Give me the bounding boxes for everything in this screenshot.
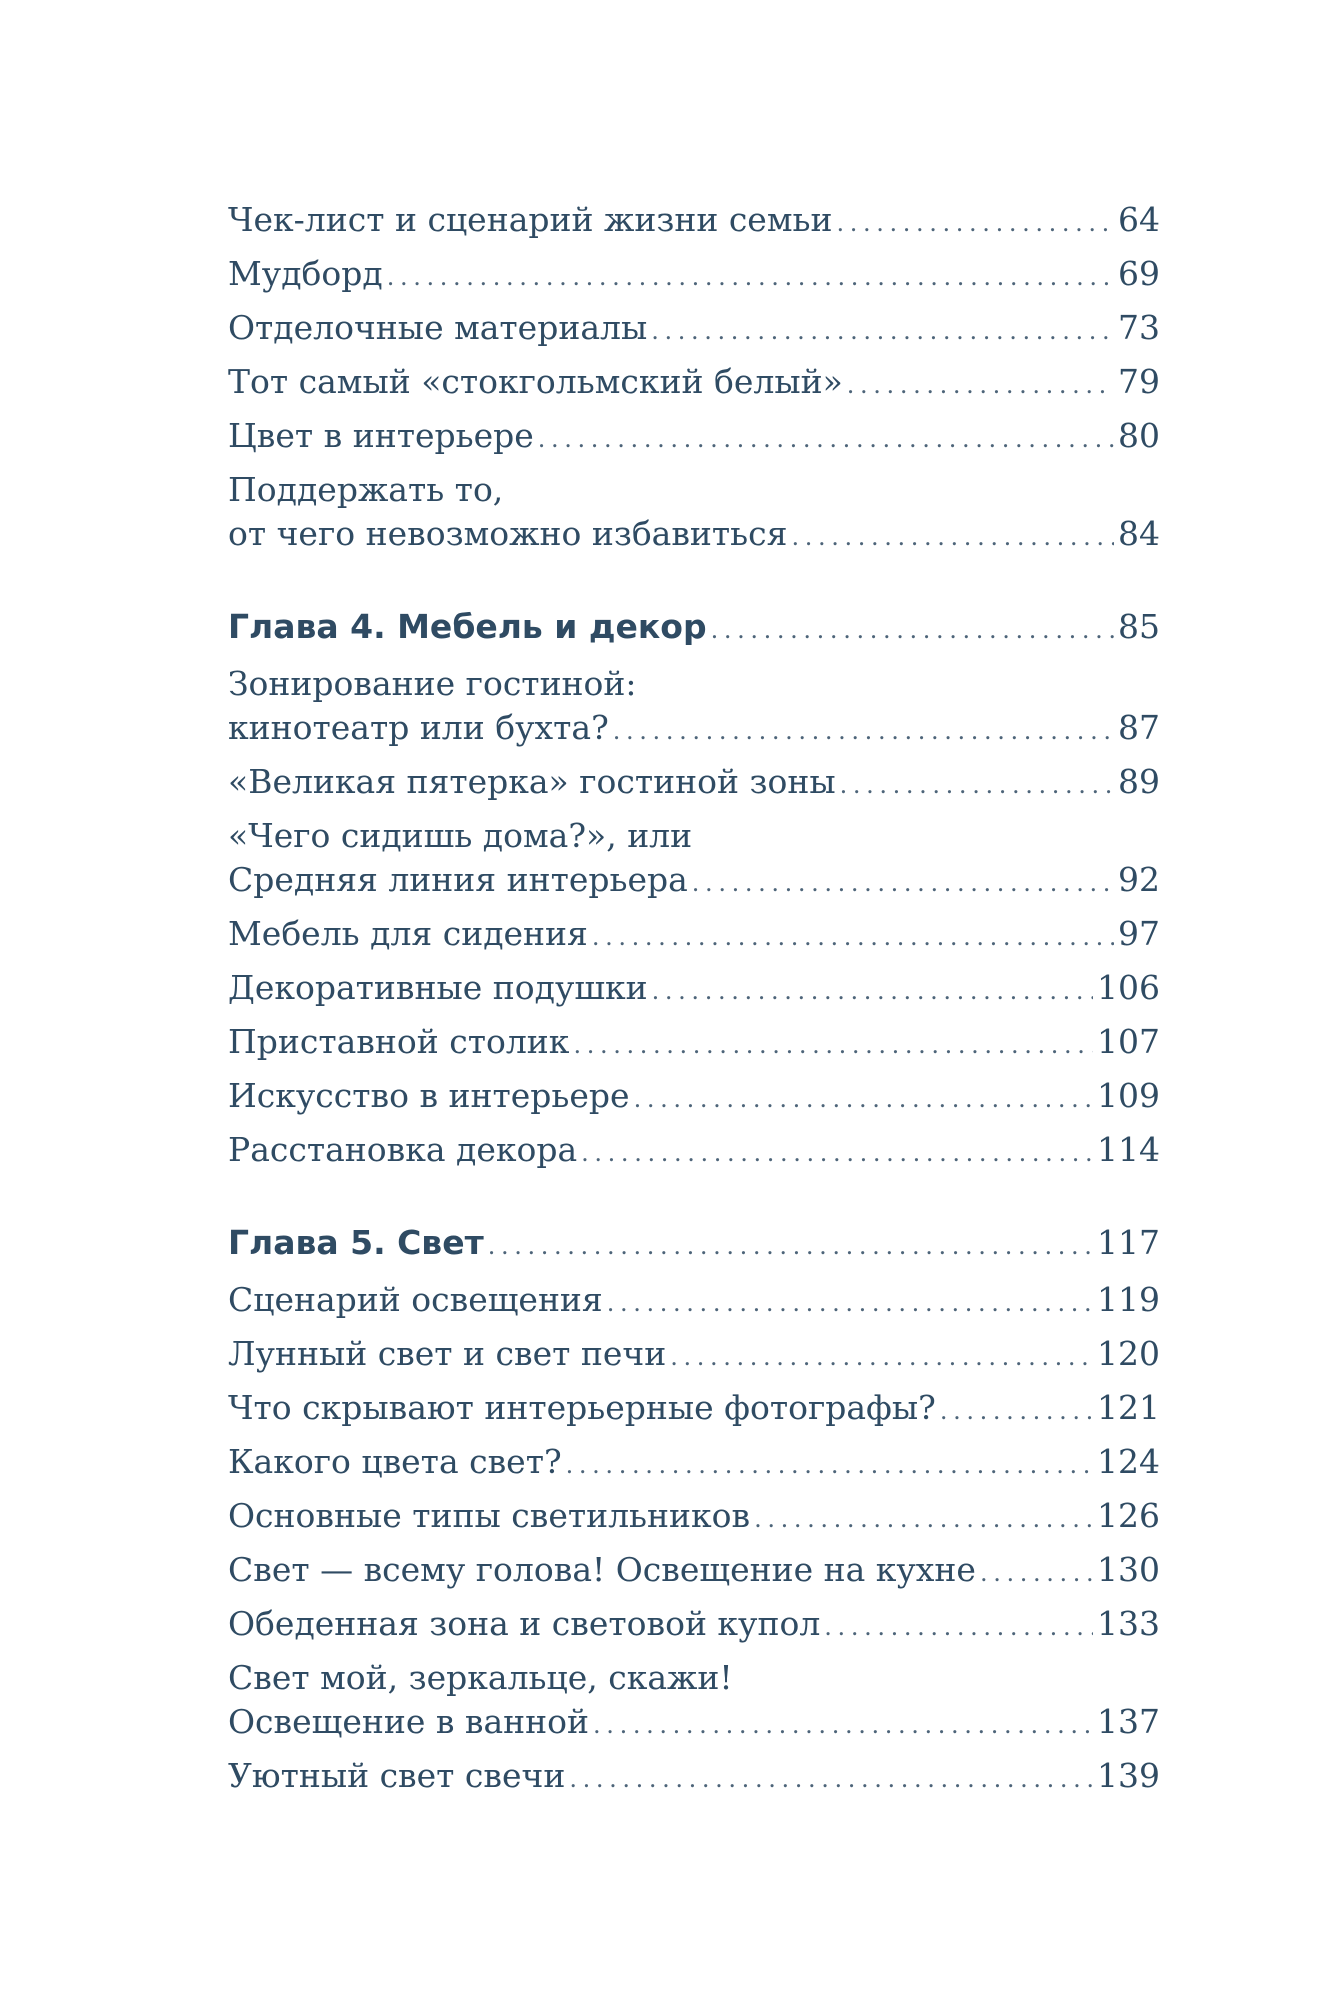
page-number: 109	[1097, 1076, 1160, 1115]
toc-entry[interactable]	[228, 1278, 1160, 1325]
toc-entry-row	[228, 252, 1160, 299]
toc-entry-title: Освещение в ванной	[228, 1702, 590, 1741]
toc-entry[interactable]	[228, 468, 1160, 559]
toc-entry-row	[228, 1602, 1160, 1649]
toc-entry-title: Сценарий освещения	[228, 1280, 603, 1319]
toc-entry-title: Цвет в интерьере	[228, 416, 534, 455]
dot-leader	[847, 363, 1114, 407]
page-number: 107	[1097, 1022, 1160, 1061]
toc-entry-row	[228, 1494, 1160, 1541]
dot-leader	[711, 608, 1114, 652]
toc-entry-row	[228, 1074, 1160, 1121]
toc-entry-title: кинотеатр или бухта?	[228, 708, 609, 747]
dot-leader	[791, 515, 1114, 559]
toc-entry-row	[228, 198, 1160, 245]
toc-entry[interactable]	[228, 1602, 1160, 1649]
dot-leader	[581, 1131, 1093, 1175]
dot-leader	[836, 201, 1114, 245]
page-number: 64	[1118, 200, 1160, 239]
toc-entry-title: Что скрывают интерьерные фотографы?	[228, 1388, 936, 1427]
chapter-title: Глава 5. Свет	[228, 1223, 484, 1262]
page-number: 92	[1118, 860, 1160, 899]
toc-entry[interactable]	[228, 966, 1160, 1013]
page-number: 79	[1118, 362, 1160, 401]
toc-entry-row	[228, 1548, 1160, 1595]
toc-entry-title: Основные типы светильников	[228, 1496, 751, 1535]
dot-leader	[607, 1281, 1093, 1325]
dot-leader	[569, 1757, 1093, 1801]
page-number: 119	[1097, 1280, 1160, 1319]
toc-entry[interactable]	[228, 1386, 1160, 1433]
page-number: 126	[1097, 1496, 1160, 1535]
toc-entry-row	[228, 1221, 1160, 1268]
toc-entry-row	[228, 966, 1160, 1013]
toc-entry-title: Обеденная зона и световой купол	[228, 1604, 821, 1643]
page-number: 114	[1097, 1130, 1160, 1169]
toc-entry-row	[228, 1128, 1160, 1175]
page-number: 106	[1097, 968, 1160, 1007]
toc-entry-row	[228, 1386, 1160, 1433]
dot-leader	[940, 1389, 1093, 1433]
page-number: 121	[1097, 1388, 1160, 1427]
toc-entry[interactable]	[228, 760, 1160, 807]
toc-entry[interactable]	[228, 662, 1160, 753]
page-number: 87	[1118, 708, 1160, 747]
toc-entry-row	[228, 1700, 1160, 1747]
toc-entry-row	[228, 760, 1160, 807]
toc-entry-title-line: Зонирование гостиной:	[228, 664, 637, 703]
toc-entry-title: Отделочные материалы	[228, 308, 648, 347]
toc-entry-row	[228, 360, 1160, 407]
toc-entry-row	[228, 1020, 1160, 1067]
toc-entry-title-line: Поддержать то,	[228, 470, 504, 509]
page-number: 84	[1118, 514, 1160, 553]
dot-leader	[592, 915, 1114, 959]
toc-entry[interactable]	[228, 1128, 1160, 1175]
toc-entry[interactable]	[228, 1548, 1160, 1595]
page-number: 133	[1097, 1604, 1160, 1643]
page-number: 89	[1118, 762, 1160, 801]
toc-entry-title: Чек-лист и сценарий жизни семьи	[228, 200, 833, 239]
toc-chapter-heading[interactable]	[228, 605, 1160, 652]
toc-entry[interactable]	[228, 1754, 1160, 1801]
page-number: 130	[1097, 1550, 1160, 1589]
toc-entry-title: Мебель для сидения	[228, 914, 588, 953]
toc-entry-title: Уютный свет свечи	[228, 1756, 566, 1795]
dot-leader	[840, 763, 1114, 807]
toc-entry-title: Декоративные подушки	[228, 968, 648, 1007]
toc-entry-title: Искусство в интерьере	[228, 1076, 630, 1115]
page-number: 120	[1097, 1334, 1160, 1373]
toc-entry[interactable]	[228, 360, 1160, 407]
toc-entry-title: Мудборд	[228, 254, 383, 293]
toc-entry-row	[228, 1332, 1160, 1379]
toc-entry-title: Лунный свет и свет печи	[228, 1334, 667, 1373]
toc-entry-row	[228, 1278, 1160, 1325]
page-number: 85	[1118, 607, 1160, 646]
page-number: 73	[1118, 308, 1160, 347]
dot-leader	[566, 1443, 1093, 1487]
dot-leader	[488, 1224, 1093, 1268]
toc-entry-title: «Великая пятерка» гостиной зоны	[228, 762, 836, 801]
toc-entry-title-line: Свет мой, зеркальце, скажи!	[228, 1658, 733, 1697]
dot-leader	[824, 1605, 1093, 1649]
toc-entry[interactable]	[228, 1020, 1160, 1067]
dot-leader	[754, 1497, 1093, 1541]
dot-leader	[573, 1023, 1093, 1067]
toc-entry-row	[228, 1754, 1160, 1801]
toc-entry[interactable]	[228, 912, 1160, 959]
dot-leader	[980, 1551, 1093, 1595]
page-number: 137	[1097, 1702, 1160, 1741]
page-number: 124	[1097, 1442, 1160, 1481]
toc-entry-title-line: «Чего сидишь дома?», или	[228, 816, 693, 855]
dot-leader	[538, 417, 1114, 461]
toc-entry-row	[228, 414, 1160, 461]
toc-entry-title: Свет — всему голова! Освещение на кухне	[228, 1550, 976, 1589]
toc-entry-row	[228, 306, 1160, 353]
table-of-contents	[228, 198, 1160, 1808]
toc-entry-row	[228, 605, 1160, 652]
chapter-title: Глава 4. Мебель и декор	[228, 607, 707, 646]
toc-entry-title: Расстановка декора	[228, 1130, 578, 1169]
toc-entry[interactable]	[228, 1656, 1160, 1747]
dot-leader	[634, 1077, 1093, 1121]
toc-entry[interactable]	[228, 306, 1160, 353]
toc-entry[interactable]	[228, 1494, 1160, 1541]
page-number: 80	[1118, 416, 1160, 455]
page-number: 117	[1097, 1223, 1160, 1262]
dot-leader	[613, 709, 1114, 753]
dot-leader	[652, 969, 1093, 1013]
toc-entry-title: Приставной столик	[228, 1022, 570, 1061]
toc-entry[interactable]	[228, 198, 1160, 245]
toc-entry-row	[228, 912, 1160, 959]
toc-entry-row	[228, 512, 1160, 559]
page-number: 139	[1097, 1756, 1160, 1795]
toc-entry[interactable]	[228, 814, 1160, 905]
toc-entry[interactable]	[228, 1074, 1160, 1121]
toc-entry-title: от чего невозможно избавиться	[228, 514, 788, 553]
dot-leader	[593, 1703, 1093, 1747]
dot-leader	[387, 255, 1114, 299]
toc-entry[interactable]	[228, 252, 1160, 299]
toc-entry-title: Какого цвета свет?	[228, 1442, 562, 1481]
toc-entry-title: Средняя линия интерьера	[228, 860, 688, 899]
toc-chapter-heading[interactable]	[228, 1221, 1160, 1268]
toc-entry[interactable]	[228, 414, 1160, 461]
toc-entry-title: Тот самый «стокгольмский белый»	[228, 362, 843, 401]
page-number: 69	[1118, 254, 1160, 293]
dot-leader	[670, 1335, 1093, 1379]
toc-entry[interactable]	[228, 1440, 1160, 1487]
toc-entry-row	[228, 1440, 1160, 1487]
toc-entry[interactable]	[228, 1332, 1160, 1379]
toc-entry-row	[228, 858, 1160, 905]
dot-leader	[692, 861, 1114, 905]
dot-leader	[651, 309, 1114, 353]
page-number: 97	[1118, 914, 1160, 953]
toc-entry-row	[228, 706, 1160, 753]
